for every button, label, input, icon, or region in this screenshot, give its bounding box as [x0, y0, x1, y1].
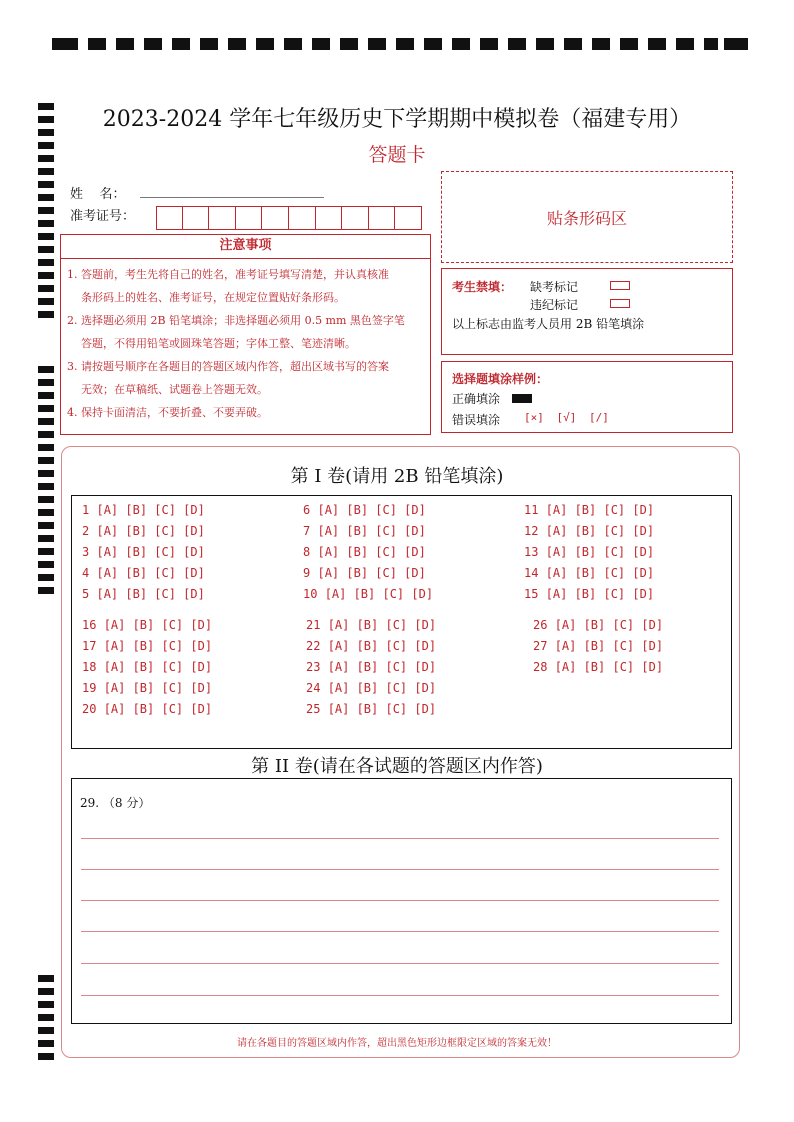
notice-text: 选择题必须用 2B 铅笔填涂；非选择题必须用 0.5 mm 黑色签字笔 — [81, 314, 405, 327]
footer-warning: 请在各题目的答题区域内作答，超出黑色矩形边框限定区域的答案无效！ — [237, 1038, 557, 1049]
id-digit-box[interactable] — [395, 206, 422, 230]
choice-options[interactable]: [A] [B] [C] [D] — [554, 618, 664, 632]
timing-mark — [340, 38, 358, 50]
violation-mark-box[interactable] — [610, 299, 630, 308]
choice-options[interactable]: [A] [B] [C] [D] — [327, 681, 437, 695]
choice-options[interactable]: [A] [B] [C] [D] — [317, 524, 426, 538]
choice-question-row[interactable] — [82, 587, 205, 601]
timing-mark — [38, 168, 54, 175]
id-digit-box[interactable] — [236, 206, 263, 230]
timing-mark — [38, 220, 54, 227]
exam-title: 2023-2024 学年七年级历史下学期期中模拟卷（福建专用） — [102, 107, 692, 132]
timing-mark — [38, 392, 54, 399]
timing-mark — [38, 509, 54, 516]
question-number: 21 — [306, 618, 321, 632]
question-number: 20 — [82, 702, 97, 716]
timing-mark — [424, 38, 442, 50]
question-number: 10 — [303, 587, 318, 601]
choice-question-row[interactable] — [82, 660, 212, 674]
choice-question-row[interactable] — [303, 503, 426, 517]
id-digit-box[interactable] — [209, 206, 236, 230]
examinee-forbidden-box — [441, 268, 733, 355]
answer-line[interactable] — [81, 963, 719, 964]
choice-question-row[interactable] — [306, 702, 436, 716]
timing-mark — [38, 285, 54, 292]
forbid-label: 考生禁填： — [452, 280, 513, 294]
timing-mark — [368, 38, 386, 50]
timing-mark — [38, 1014, 54, 1021]
timing-mark — [38, 311, 54, 318]
id-digit-box[interactable] — [156, 206, 183, 230]
question-number: 8 — [303, 545, 311, 559]
timing-mark — [38, 587, 54, 594]
notice-text: 无效；在草稿纸、试题卷上答题无效。 — [81, 383, 268, 396]
timing-mark — [116, 38, 134, 50]
answer-line[interactable] — [81, 900, 719, 901]
question-number: 23 — [306, 660, 321, 674]
choice-options[interactable]: [A] [B] [C] [D] — [545, 566, 655, 580]
timing-mark — [38, 548, 54, 555]
notice-num: 1. — [67, 268, 78, 281]
choice-options[interactable]: [A] [B] [C] [D] — [327, 660, 437, 674]
choice-options[interactable]: [A] [B] [C] [D] — [96, 524, 205, 538]
choice-options[interactable]: [A] [B] [C] [D] — [327, 618, 437, 632]
timing-mark — [88, 38, 106, 50]
question-number: 6 — [303, 503, 311, 517]
choice-question-row[interactable] — [303, 545, 426, 559]
question-number: 15 — [524, 587, 539, 601]
choice-options[interactable]: [A] [B] [C] [D] — [96, 566, 205, 580]
wrong-fill-label: 错误填涂 — [452, 413, 501, 427]
choice-question-row[interactable] — [533, 660, 663, 674]
timing-mark — [592, 38, 610, 50]
timing-mark — [38, 988, 54, 995]
question-number: 22 — [306, 639, 321, 653]
notice-num: 2. — [67, 314, 78, 327]
fill-sample-box — [441, 361, 733, 433]
absent-mark-label: 缺考标记 — [530, 280, 579, 294]
choice-question-row[interactable] — [82, 618, 212, 632]
question-number: 12 — [524, 524, 539, 538]
timing-mark — [284, 38, 302, 50]
timing-mark — [38, 574, 54, 581]
choice-options[interactable]: [A] [B] [C] [D] — [545, 524, 655, 538]
id-digit-box[interactable] — [342, 206, 369, 230]
timing-mark — [38, 181, 54, 188]
timing-mark — [38, 207, 54, 214]
timing-mark — [52, 38, 78, 50]
timing-mark — [452, 38, 470, 50]
choice-question-row[interactable] — [533, 639, 663, 653]
question-number: 14 — [524, 566, 539, 580]
timing-mark — [38, 522, 54, 529]
question-number: 28 — [533, 660, 548, 674]
essay-answer-panel — [71, 778, 732, 1024]
choice-options[interactable]: [A] [B] [C] [D] — [545, 503, 655, 517]
choice-question-row[interactable] — [306, 681, 436, 695]
notice-body — [60, 259, 431, 435]
timing-mark — [38, 1053, 54, 1060]
choice-question-row[interactable] — [82, 639, 212, 653]
timing-mark — [508, 38, 526, 50]
forbid-note: 以上标志由监考人员用 2B 铅笔填涂 — [452, 317, 645, 331]
question-number: 3 — [82, 545, 90, 559]
choice-question-row[interactable] — [524, 545, 654, 559]
id-digit-box[interactable] — [316, 206, 343, 230]
notice-item — [67, 355, 422, 378]
timing-mark — [38, 405, 54, 412]
question-number: 11 — [524, 503, 539, 517]
question-number: 26 — [533, 618, 548, 632]
answer-line[interactable] — [81, 931, 719, 932]
timing-mark — [38, 272, 54, 279]
question-number: 7 — [303, 524, 311, 538]
question-number: 25 — [306, 702, 321, 716]
notice-text: 保持卡面清洁，不要折叠、不要弄破。 — [81, 406, 268, 419]
choice-question-row[interactable] — [303, 566, 426, 580]
choice-options[interactable]: [A] [B] [C] [D] — [545, 545, 655, 559]
choice-options[interactable]: [A] [B] [C] [D] — [554, 639, 664, 653]
choice-options[interactable]: [A] [B] [C] [D] — [324, 587, 434, 601]
id-digit-box[interactable] — [369, 206, 396, 230]
part1-title: 第 I 卷(请用 2B 铅笔填涂) — [290, 466, 504, 487]
question-number: 1 — [82, 503, 90, 517]
choice-options[interactable]: [A] [B] [C] [D] — [96, 503, 205, 517]
question-number: 18 — [82, 660, 97, 674]
choice-options[interactable]: [A] [B] [C] [D] — [96, 545, 205, 559]
timing-mark — [536, 38, 554, 50]
choice-question-row[interactable] — [524, 524, 654, 538]
choice-question-row[interactable] — [82, 503, 205, 517]
answer-line[interactable] — [81, 838, 719, 839]
choice-options[interactable]: [A] [B] [C] [D] — [103, 660, 213, 674]
choice-question-row[interactable] — [306, 639, 436, 653]
correct-fill-label: 正确填涂 — [452, 392, 501, 406]
choice-question-row[interactable] — [533, 618, 663, 632]
question-number: 24 — [306, 681, 321, 695]
timing-mark — [38, 561, 54, 568]
timing-mark — [564, 38, 582, 50]
notice-item — [67, 309, 422, 332]
answer-sheet-subtitle: 答题卡 — [368, 144, 426, 166]
notice-item — [67, 401, 422, 424]
timing-mark — [38, 366, 54, 373]
timing-mark — [228, 38, 246, 50]
choice-options[interactable]: [A] [B] [C] [D] — [96, 587, 205, 601]
timing-mark — [38, 535, 54, 542]
question-29-label: 29. （8 分） — [80, 796, 151, 810]
notice-text: 答题，不得用铅笔或圆珠笔答题；字体工整、笔迹清晰。 — [81, 337, 356, 350]
choice-question-row[interactable] — [524, 503, 654, 517]
timing-mark — [676, 38, 694, 50]
timing-mark — [648, 38, 666, 50]
timing-mark — [172, 38, 190, 50]
id-label: 准考证号： — [70, 209, 136, 224]
answer-line[interactable] — [81, 869, 719, 870]
choice-options[interactable]: [A] [B] [C] [D] — [103, 618, 213, 632]
violation-mark-label: 违纪标记 — [530, 298, 579, 312]
barcode-area — [441, 171, 733, 263]
notice-heading: 注意事项 — [60, 234, 431, 259]
sample-label: 选择题填涂样例： — [452, 372, 549, 386]
notice-num: 4. — [67, 406, 78, 419]
notice-num: 3. — [67, 360, 78, 373]
timing-mark — [38, 246, 54, 253]
timing-mark — [38, 1001, 54, 1008]
choice-question-row[interactable] — [306, 660, 436, 674]
id-digit-box[interactable] — [262, 206, 289, 230]
timing-mark — [704, 38, 718, 50]
timing-mark — [724, 38, 748, 50]
timing-mark — [480, 38, 498, 50]
answer-line[interactable] — [81, 995, 719, 996]
choice-question-row[interactable] — [82, 524, 205, 538]
id-number-boxes[interactable] — [156, 206, 422, 230]
choice-question-row[interactable] — [82, 681, 212, 695]
name-field[interactable] — [140, 197, 324, 198]
timing-mark — [38, 975, 54, 982]
notice-text: 条形码上的姓名、准考证号，在规定位置贴好条形码。 — [81, 291, 345, 304]
timing-mark — [396, 38, 414, 50]
choice-question-row[interactable] — [306, 618, 436, 632]
question-number: 5 — [82, 587, 90, 601]
question-number: 19 — [82, 681, 97, 695]
timing-mark — [38, 1027, 54, 1034]
choice-options[interactable]: [A] [B] [C] [D] — [545, 587, 655, 601]
choice-question-row[interactable] — [82, 702, 212, 716]
choice-options[interactable]: [A] [B] [C] [D] — [317, 566, 426, 580]
timing-mark — [38, 431, 54, 438]
choice-options[interactable]: [A] [B] [C] [D] — [554, 660, 664, 674]
notice-text: 请按题号顺序在各题目的答题区域内作答，超出区域书写的答案 — [81, 360, 389, 373]
choice-question-row[interactable] — [82, 545, 205, 559]
timing-mark — [38, 418, 54, 425]
choice-options[interactable]: [A] [B] [C] [D] — [317, 503, 426, 517]
absent-mark-box[interactable] — [610, 281, 630, 290]
id-digit-box[interactable] — [183, 206, 210, 230]
barcode-label: 贴条形码区 — [546, 208, 627, 228]
notice-text: 答题前，考生先将自己的姓名，准考证号填写清楚，并认真核准 — [81, 268, 389, 281]
timing-mark — [38, 444, 54, 451]
question-number: 27 — [533, 639, 548, 653]
choice-options[interactable]: [A] [B] [C] [D] — [327, 639, 437, 653]
timing-mark — [38, 379, 54, 386]
choice-question-row[interactable] — [303, 587, 433, 601]
question-number: 17 — [82, 639, 97, 653]
timing-mark — [200, 38, 218, 50]
choice-options[interactable]: [A] [B] [C] [D] — [103, 681, 213, 695]
timing-mark — [312, 38, 330, 50]
timing-mark — [38, 194, 54, 201]
timing-mark — [256, 38, 274, 50]
correct-fill-sample — [512, 394, 532, 403]
choice-options[interactable]: [A] [B] [C] [D] — [103, 639, 213, 653]
question-number: 2 — [82, 524, 90, 538]
timing-mark — [620, 38, 638, 50]
part2-title: 第 II 卷(请在各试题的答题区内作答) — [251, 756, 543, 777]
choice-question-row[interactable] — [524, 566, 654, 580]
choice-options[interactable]: [A] [B] [C] [D] — [327, 702, 437, 716]
choice-question-row[interactable] — [303, 524, 426, 538]
timing-mark — [38, 259, 54, 266]
notice-item — [67, 263, 422, 286]
timing-mark — [38, 496, 54, 503]
choice-options[interactable]: [A] [B] [C] [D] — [317, 545, 426, 559]
choice-question-row[interactable] — [524, 587, 654, 601]
wrong-fill-samples: [×] [√] [/] — [524, 411, 609, 424]
timing-mark — [144, 38, 162, 50]
name-label: 姓 名： — [70, 187, 126, 202]
choice-question-row[interactable] — [82, 566, 205, 580]
question-number: 16 — [82, 618, 97, 632]
question-number: 13 — [524, 545, 539, 559]
question-number: 9 — [303, 566, 311, 580]
question-number: 4 — [82, 566, 90, 580]
choice-options[interactable]: [A] [B] [C] [D] — [103, 702, 213, 716]
timing-mark — [38, 298, 54, 305]
timing-mark — [38, 233, 54, 240]
id-digit-box[interactable] — [289, 206, 316, 230]
